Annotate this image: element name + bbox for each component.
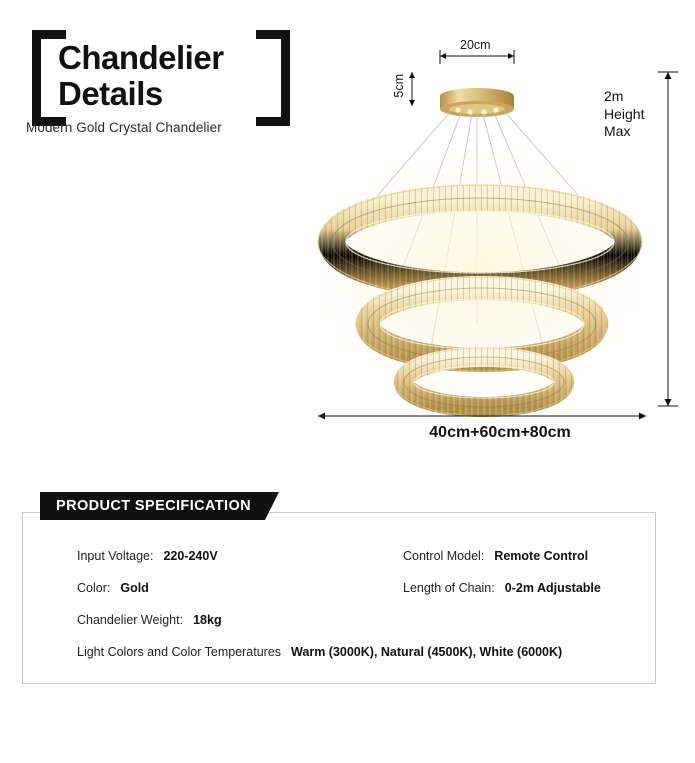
max-height-line-1: 2m bbox=[604, 88, 624, 104]
spec-weight-value: 18kg bbox=[193, 613, 222, 627]
spec-control-model-value: Remote Control bbox=[494, 549, 589, 563]
spec-chain-length-value: 0-2m Adjustable bbox=[504, 581, 601, 595]
page-title bbox=[58, 40, 278, 111]
page-title-line-2: Details bbox=[58, 74, 163, 112]
spec-light-colors-key: Light Colors and Color Temperatures bbox=[77, 645, 282, 659]
max-height-line-3: Max bbox=[604, 123, 631, 139]
spec-weight-key: Chandelier Weight: bbox=[77, 613, 184, 627]
spec-chain-length-key: Length of Chain: bbox=[403, 581, 495, 595]
page-subtitle: Modern Gold Crystal Chandelier bbox=[26, 120, 222, 135]
spec-ribbon-label: PRODUCT SPECIFICATION bbox=[40, 492, 265, 520]
spec-control-model-key: Control Model: bbox=[403, 549, 485, 563]
max-height-label bbox=[604, 88, 644, 141]
ceiling-canopy bbox=[440, 88, 514, 117]
canopy-width-label: 20cm bbox=[460, 38, 491, 52]
max-height-line-2: Height bbox=[604, 105, 645, 122]
spec-light-colors bbox=[77, 645, 562, 659]
spec-color bbox=[77, 581, 149, 595]
spec-control-model bbox=[403, 549, 588, 563]
spec-input-voltage bbox=[77, 549, 218, 563]
product-specification-panel bbox=[22, 512, 656, 684]
page-title-line-1: Chandelier bbox=[58, 39, 224, 76]
spec-input-voltage-key: Input Voltage: bbox=[77, 549, 154, 563]
max-height-dimension bbox=[658, 72, 678, 406]
spec-input-voltage-value: 220-240V bbox=[163, 549, 218, 563]
ring-sizes-label: 40cm+60cm+80cm bbox=[429, 424, 571, 441]
canopy-height-label: 5cm bbox=[392, 74, 406, 98]
spec-weight bbox=[77, 613, 222, 627]
spec-chain-length bbox=[403, 581, 601, 595]
spec-light-colors-value: Warm (3000K), Natural (4500K), White (6000K) bbox=[291, 645, 563, 659]
spec-color-value: Gold bbox=[120, 581, 149, 595]
canopy-width-dimension bbox=[440, 50, 514, 64]
canopy-height-dimension bbox=[409, 72, 415, 106]
spec-color-key: Color: bbox=[77, 581, 111, 595]
